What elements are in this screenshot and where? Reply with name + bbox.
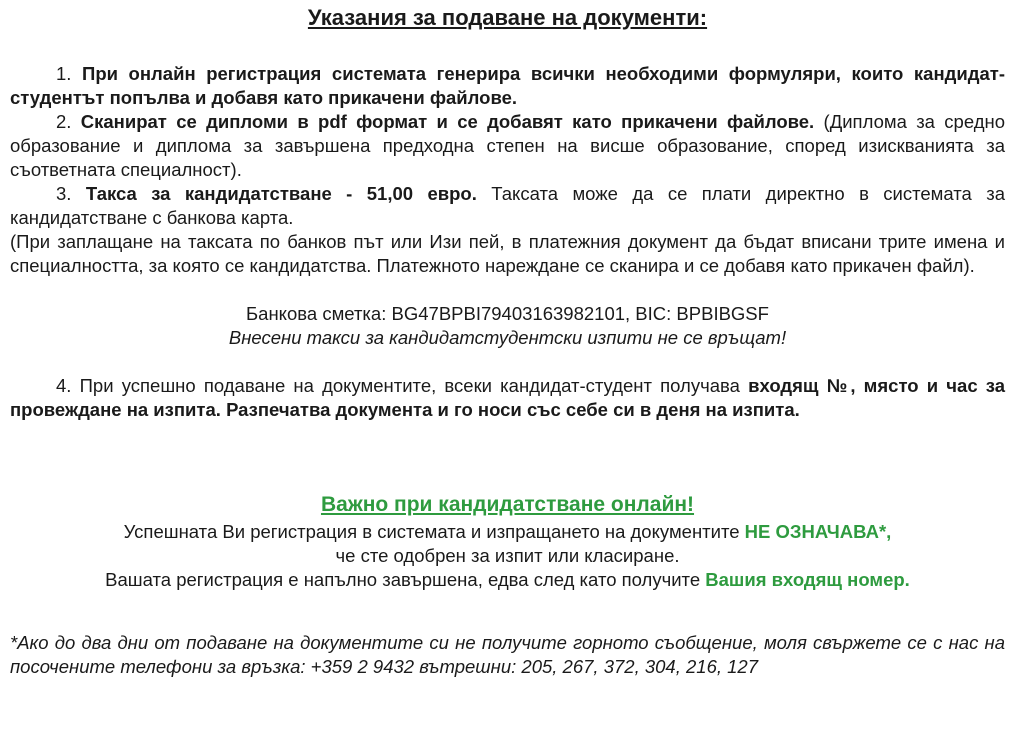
- important-line-3-text: Вашата регистрация е напълно завършена, едва след като получите: [105, 569, 701, 590]
- important-heading: Важно при кандидатстване онлайн!: [320, 493, 695, 516]
- bank-account-value: BG47BPBI79403163982101, BIC: BPBIBGSF: [391, 303, 769, 324]
- does-not-mean-highlight: НЕ ОЗНАЧАВА*,: [744, 521, 892, 542]
- important-line-2: че сте одобрен за изпит или класиране.: [335, 545, 680, 566]
- bank-account-label: Банкова сметка:: [246, 303, 387, 324]
- fees-warning: Внесени такси за кандидатстудентски изпити не се връщат!: [228, 327, 787, 348]
- important-line-1-text: Успешната Ви регистрация в системата и изпращането на документите: [123, 521, 740, 542]
- important-line-3: [10, 568, 1005, 592]
- item-4-number: 4.: [56, 375, 72, 396]
- item-3-text: Таксата може да се плати директно в системата за кандидатстване с банкова карта.: [10, 183, 1006, 228]
- item-3: [10, 182, 1005, 230]
- item-2: [10, 110, 1005, 182]
- item-1-bold-text: При онлайн регистрация системата генерира всички необходими формуляри, които кандидат-студентът попълва и добавя като прикачени файлове.: [10, 63, 1005, 108]
- item-1-number: 1.: [56, 63, 72, 84]
- item-2-number: 2.: [56, 111, 72, 132]
- item-3-bold-text: Такса за кандидатстване - 51,00 евро.: [85, 183, 477, 204]
- instructions-document: [10, 0, 1005, 697]
- footnote: *Ако до два дни от подаване на документите си не получите горното съобщение, моля свържете се с нас на посочените телефони за връзка: +359 2 9432 вътрешни: 205, 267, 372, 304, 216, 127: [10, 631, 1005, 677]
- item-2-text: (Диплома за средно образование и диплома за завършена предходна степен на висше образование, според изискванията за съответната специалност).: [10, 111, 1006, 180]
- item-3-number: 3.: [56, 183, 72, 204]
- item-4-bold-2: Разпечатва документа и го носи със себе си в деня на изпита.: [226, 399, 800, 420]
- page-title: Указания за подаване на документи:: [307, 5, 708, 30]
- item-1: [10, 62, 1005, 110]
- item-4: [10, 374, 1005, 422]
- important-line-1: [10, 520, 1005, 544]
- item-3-note: (При заплащане на таксата по банков път или Изи пей, в платежния документ да бъдат вписани трите имена и специалността, за която се кандидатства. Платежното нареждане се сканира и се добавя като прикачен файл).: [10, 231, 1005, 276]
- item-4-bold-1: входящ №, място и час за провеждане на изпита.: [10, 375, 1006, 420]
- item-4-text: При успешно подаване на документите, всеки кандидат-студент получава: [79, 375, 740, 396]
- bank-account: [10, 302, 1005, 326]
- item-2-bold-text: Сканират се дипломи в pdf формат и се добавят като прикачени файлове.: [80, 111, 815, 132]
- incoming-number-highlight: Вашия входящ номер.: [705, 569, 910, 590]
